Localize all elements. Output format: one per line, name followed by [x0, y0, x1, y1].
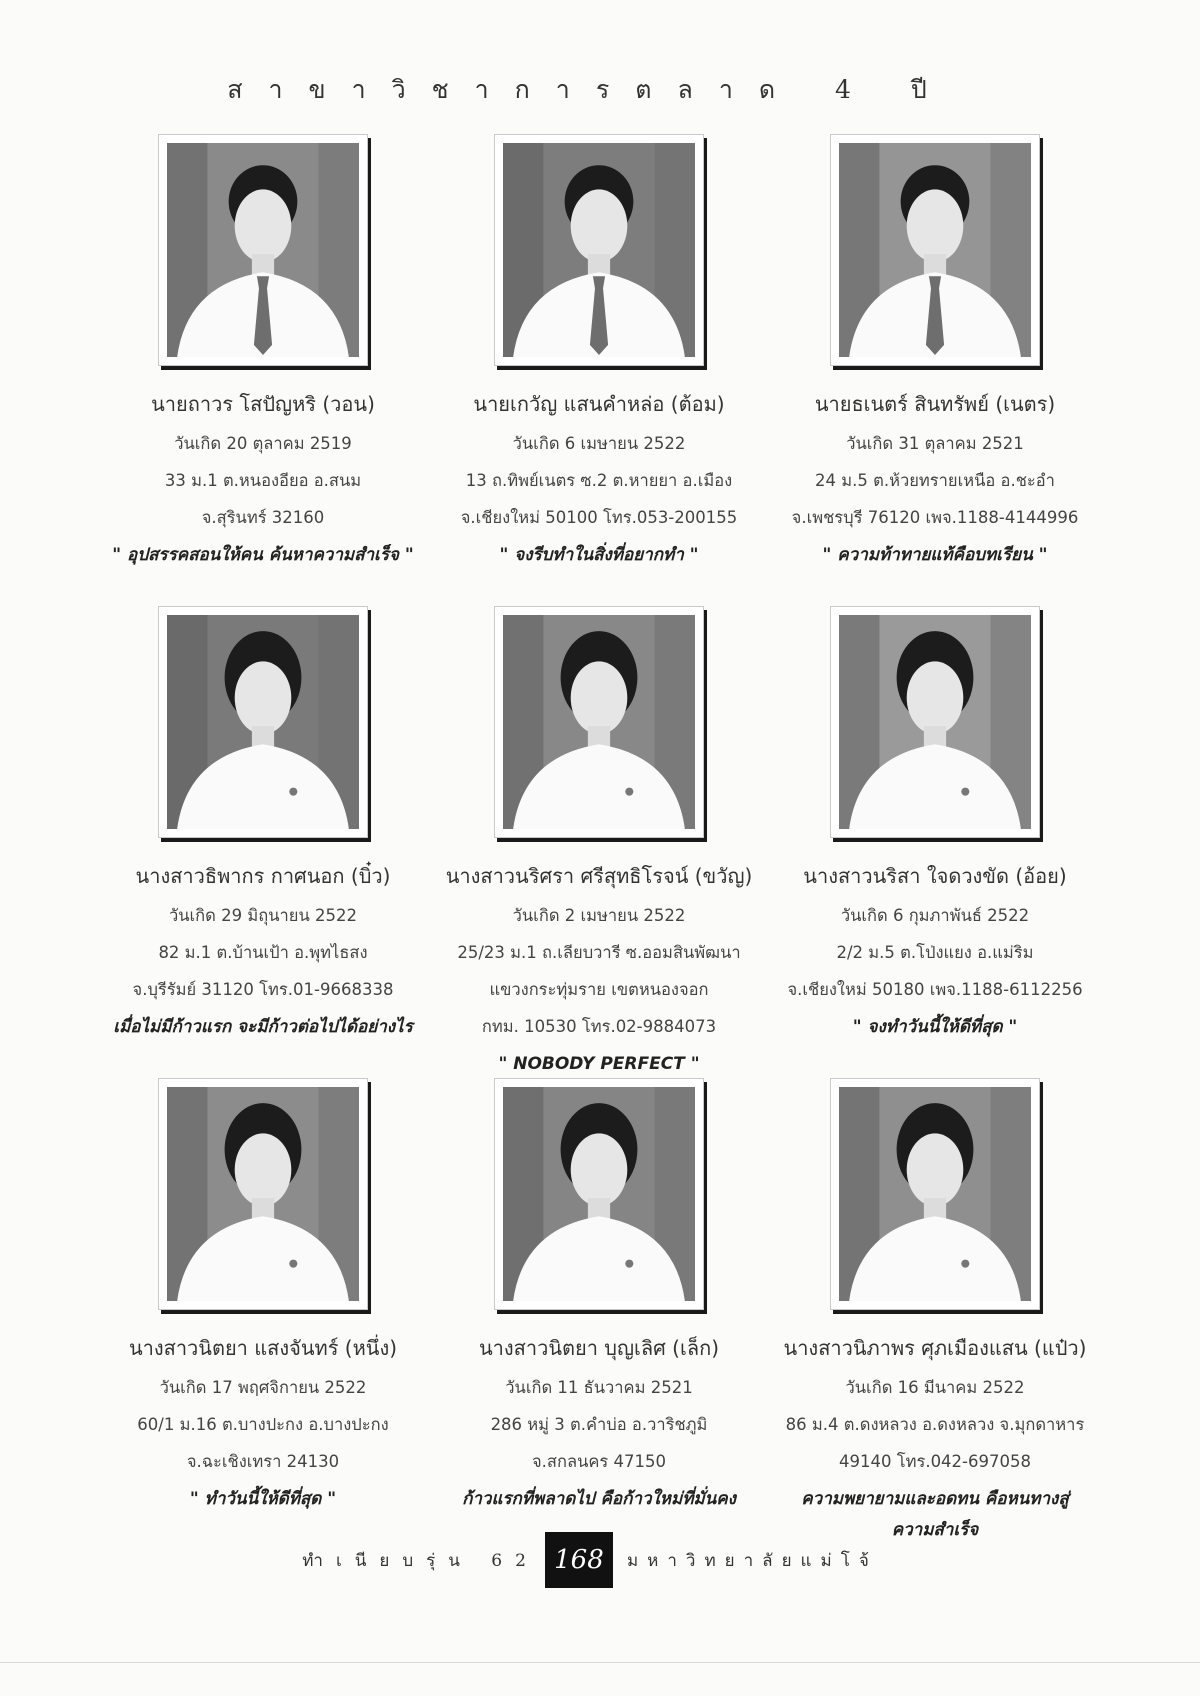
student-motto: ก้าวแรกที่พลาดไป คือก้าวใหม่ที่มั่นคง	[462, 1489, 736, 1509]
student-photo	[494, 134, 704, 366]
student-motto: " อุปสรรคสอนให้คน ค้นหาความสำเร็จ "	[112, 545, 414, 565]
student-address-line: จ.เพชรบุรี 76120 เพจ.1188-4144996	[791, 508, 1079, 527]
student-address-line: 33 ม.1 ต.หนองอียอ อ.สนม	[164, 471, 362, 490]
student-motto: เมื่อไม่มีก้าวแรก จะมีก้าวต่อไปได้อย่างไร	[113, 1017, 413, 1037]
student-birthdate: วันเกิด 29 มิถุนายน 2522	[169, 906, 357, 925]
student-address-line: 25/23 ม.1 ถ.เลียบวารี ซ.ออมสินพัฒนา	[457, 943, 741, 962]
bottom-divider	[0, 1662, 1200, 1663]
student-photo	[830, 134, 1040, 366]
student-address-line: จ.บุรีรัมย์ 31120 โทร.01-9668338	[132, 980, 394, 999]
student-address-line: 49140 โทร.042-697058	[838, 1452, 1031, 1471]
student-photo	[830, 606, 1040, 838]
student-photo	[830, 1078, 1040, 1310]
student-photo	[158, 606, 368, 838]
student-birthdate: วันเกิด 17 พฤศจิกายน 2522	[159, 1378, 367, 1397]
student-motto: " ทำวันนี้ให้ดีที่สุด "	[189, 1489, 337, 1509]
portrait-image	[167, 615, 359, 829]
student-name: นายธเนตร์ สินทรัพย์ (เนตร)	[814, 392, 1056, 416]
student-address-line: 286 หมู่ 3 ต.คำบ่อ อ.วาริชภูมิ	[490, 1415, 708, 1434]
student-address-line: 13 ถ.ทิพย์เนตร ซ.2 ต.หายยา อ.เมือง	[465, 471, 733, 490]
page-heading: สาขาวิชาการตลาด 4 ปี	[227, 75, 953, 104]
student-grid	[95, 130, 1105, 1546]
student-address-line: 24 ม.5 ต.ห้วยทรายเหนือ อ.ชะอำ	[815, 471, 1055, 490]
student-birthdate: วันเกิด 11 ธันวาคม 2521	[505, 1378, 693, 1397]
student-photo	[158, 1078, 368, 1310]
portrait-image	[167, 1087, 359, 1301]
portrait-image	[503, 1087, 695, 1301]
portrait-image	[839, 143, 1031, 357]
student-motto: " จงรีบทำในสิ่งที่อยากทำ "	[499, 545, 699, 565]
student-address-line: 86 ม.4 ต.ดงหลวง อ.ดงหลวง จ.มุกดาหาร	[785, 1415, 1085, 1434]
student-card	[767, 602, 1103, 1074]
student-card	[431, 602, 767, 1074]
student-motto: " NOBODY PERFECT "	[498, 1054, 700, 1074]
student-birthdate: วันเกิด 6 เมษายน 2522	[512, 434, 686, 453]
student-name: นางสาวนิภาพร ศุภเมืองแสน (แป๋ว)	[783, 1336, 1087, 1360]
student-name: นายเกวัญ แสนคำหล่อ (ต้อม)	[473, 392, 725, 416]
portrait-image	[503, 615, 695, 829]
student-photo	[158, 134, 368, 366]
student-address-line: จ.ฉะเชิงเทรา 24130	[186, 1452, 340, 1471]
student-motto: " จงทำวันนี้ให้ดีที่สุด "	[852, 1017, 1018, 1037]
student-address-line: 2/2 ม.5 ต.โป่งแยง อ.แม่ริม	[836, 943, 1034, 962]
student-name: นายถาวร โสปัญหริ (วอน)	[151, 392, 375, 416]
student-card	[767, 130, 1103, 602]
student-birthdate: วันเกิด 16 มีนาคม 2522	[845, 1378, 1025, 1397]
student-address-line: แขวงกระทุ่มราย เขตหนองจอก	[489, 980, 709, 999]
student-motto: " ความท้าทายแท้คือบทเรียน "	[822, 545, 1048, 565]
page-number: 168	[545, 1532, 613, 1588]
student-birthdate: วันเกิด 31 ตุลาคม 2521	[846, 434, 1024, 453]
student-address-line: 82 ม.1 ต.บ้านเป้า อ.พุทไธสง	[158, 943, 368, 962]
student-card	[95, 1074, 431, 1546]
student-address-line: จ.เชียงใหม่ 50100 โทร.053-200155	[460, 508, 738, 527]
portrait-image	[503, 143, 695, 357]
student-name: นางสาวนิตยา แสงจันทร์ (หนึ่ง)	[128, 1336, 398, 1360]
student-photo	[494, 606, 704, 838]
student-name: นางสาวธิพากร กาศนอก (บิ๋ว)	[135, 864, 391, 888]
student-address-line: จ.สุรินทร์ 32160	[201, 508, 325, 527]
student-card	[431, 1074, 767, 1546]
student-photo	[494, 1078, 704, 1310]
student-name: นางสาวนริสา ใจดวงขัด (อ้อย)	[803, 864, 1067, 888]
student-card	[767, 1074, 1103, 1546]
portrait-image	[839, 1087, 1031, 1301]
student-address-line: 60/1 ม.16 ต.บางปะกง อ.บางปะกง	[137, 1415, 389, 1434]
student-birthdate: วันเกิด 6 กุมภาพันธ์ 2522	[840, 906, 1030, 925]
student-birthdate: วันเกิด 20 ตุลาคม 2519	[174, 434, 352, 453]
student-name: นางสาวนิตยา บุญเลิศ (เล็ก)	[479, 1336, 719, 1360]
page-footer	[0, 1532, 1180, 1588]
student-name: นางสาวนริศรา ศรีสุทธิโรจน์ (ขวัญ)	[445, 864, 753, 888]
portrait-image	[839, 615, 1031, 829]
student-birthdate: วันเกิด 2 เมษายน 2522	[512, 906, 686, 925]
student-address-line: จ.สกลนคร 47150	[532, 1452, 666, 1471]
footer-university: มหาวิทยาลัยแม่โจ้	[626, 1550, 878, 1571]
student-motto: ความพยายามและอดทน คือหนทางสู่ความสำเร็จ	[801, 1489, 1069, 1540]
student-address-line: จ.เชียงใหม่ 50180 เพจ.1188-6112256	[787, 980, 1083, 999]
footer-class-label: ทำเนียบรุ่น 62	[302, 1550, 539, 1571]
student-address-line: กทม. 10530 โทร.02-9884073	[481, 1017, 717, 1036]
student-card	[95, 602, 431, 1074]
portrait-image	[167, 143, 359, 357]
student-card	[95, 130, 431, 602]
student-card	[431, 130, 767, 602]
